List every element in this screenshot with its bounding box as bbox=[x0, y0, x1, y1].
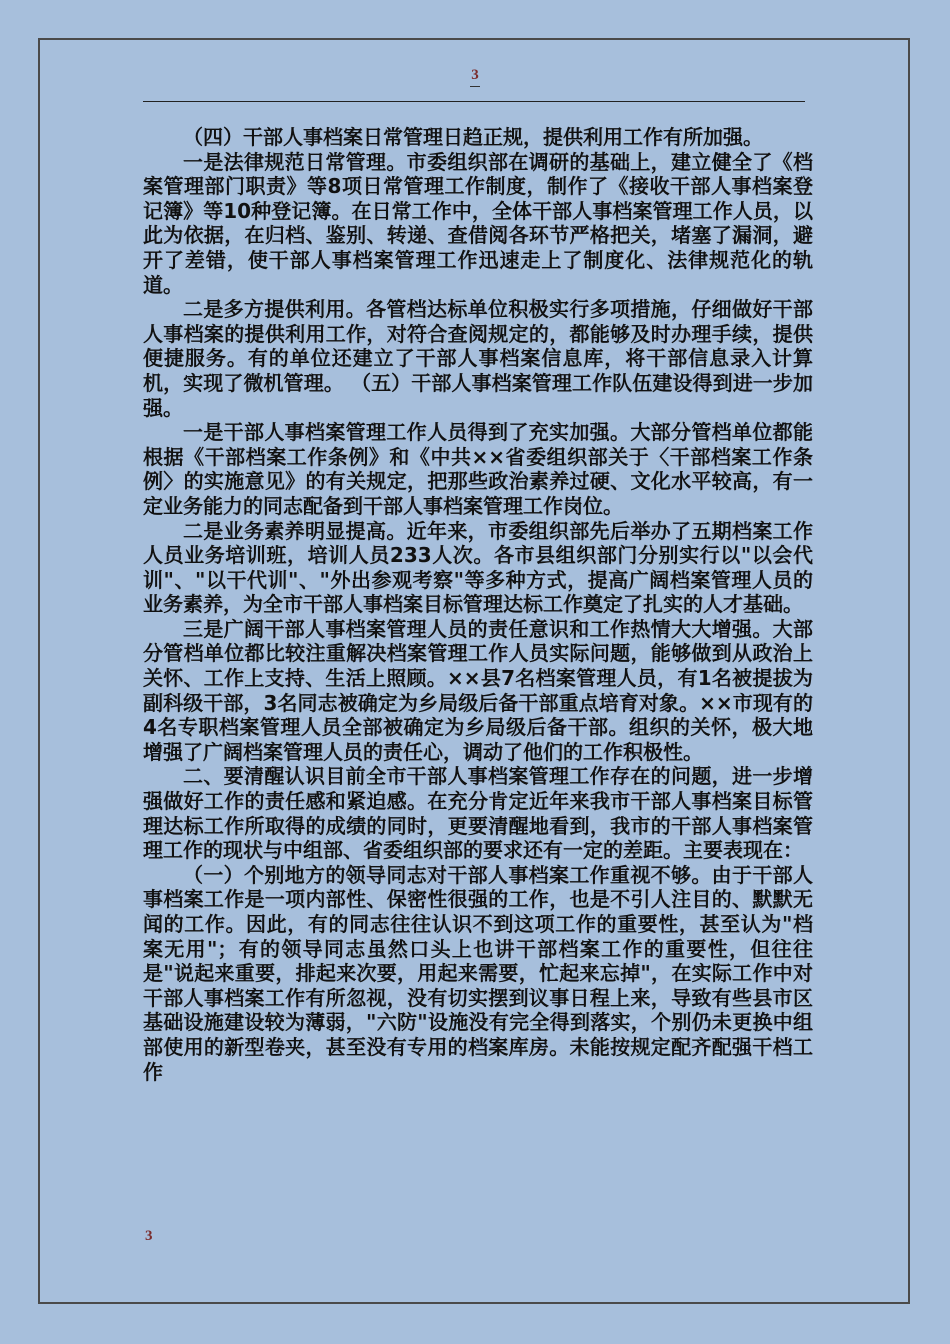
footer-page-number: 3 bbox=[145, 1228, 153, 1244]
document-body bbox=[143, 125, 813, 1084]
paragraph: 二是多方提供利用。各管档达标单位积极实行多项措施，仔细做好干部人事档案的提供利用工作，对符合查阅规定的，都能够及时办理手续，提供便捷服务。有的单位还建立了干部人事档案信息库，将干部信息录入计算机，实现了微机管理。 （五）干部人事档案管理工作队伍建设得到进一步加强。 bbox=[143, 297, 813, 420]
paragraph: （一）个别地方的领导同志对干部人事档案工作重视不够。由于干部人事档案工作是一项内部性、保密性很强的工作，也是不引人注目的、默默无闻的工作。因此，有的同志往往认识不到这项工作的重要性，甚至认为"档案无用"；有的领导同志虽然口头上也讲干部档案工作的重要性，但往往是"说起来重要，排起来次要，用起来需要，忙起来忘掉"，在实际工作中对干部人事档案工作有所忽视，没有切实摆到议事日程上来，导致有些县市区基础设施建设较为薄弱，"六防"设施没有完全得到落实，个别仍未更换中组部使用的新型卷夹，甚至没有专用的档案库房。未能按规定配齐配强干档工作 bbox=[143, 862, 813, 1084]
paragraph: 一是干部人事档案管理工作人员得到了充实加强。大部分管档单位都能根据《干部档案工作条例》和《中共××省委组织部关于〈干部档案工作条例〉的实施意见》的有关规定，把那些政治素养过硬、文化水平较高，有一定业务能力的同志配备到干部人事档案管理工作岗位。 bbox=[143, 420, 813, 518]
paragraph: 二、要清醒认识目前全市干部人事档案管理工作存在的问题，进一步增强做好工作的责任感和紧迫感。在充分肯定近年来我市干部人事档案目标管理达标工作所取得的成绩的同时，更要清醒地看到，我市的干部人事档案管理工作的现状与中组部、省委组织部的要求还有一定的差距。主要表现在： bbox=[143, 764, 813, 863]
paragraph: 一是法律规范日常管理。市委组织部在调研的基础上，建立健全了《档案管理部门职责》等8项日常管理工作制度，制作了《接收干部人事档案登记簿》等10种登记簿。在日常工作中，全体干部人事档案管理工作人员，以此为依据，在归档、鉴别、转递、查借阅各环节严格把关，堵塞了漏洞，避开了差错，使干部人事档案管理工作迅速走上了制度化、法律规范化的轨道。 bbox=[143, 149, 813, 297]
paragraph: 二是业务素养明显提高。近年来，市委组织部先后举办了五期档案工作人员业务培训班，培训人员233人次。各市县组织部门分别实行以"以会代训"、"以干代训"、"外出参观考察"等多种方式，提高广阔档案管理人员的业务素养，为全市干部人事档案目标管理达标工作奠定了扎实的人才基础。 bbox=[143, 518, 813, 617]
header-rule bbox=[143, 101, 805, 102]
paragraph: （四）干部人事档案日常管理日趋正规，提供利用工作有所加强。 bbox=[183, 125, 763, 149]
header-page-number-underline bbox=[470, 86, 480, 87]
header-page-number: 3 bbox=[471, 67, 479, 83]
paragraph: 三是广阔干部人事档案管理人员的责任意识和工作热情大大增强。大部分管档单位都比较注重解决档案管理工作人员实际问题，能够做到从政治上关怀、工作上支持、生活上照顾。××县7名档案管理人员，有1名被提拔为副科级干部，3名同志被确定为乡局级后备干部重点培育对象。××市现有的4名专职档案管理人员全部被确定为乡局级后备干部。组织的关怀，极大地增强了广阔档案管理人员的责任心，调动了他们的工作积极性。 bbox=[143, 616, 813, 764]
